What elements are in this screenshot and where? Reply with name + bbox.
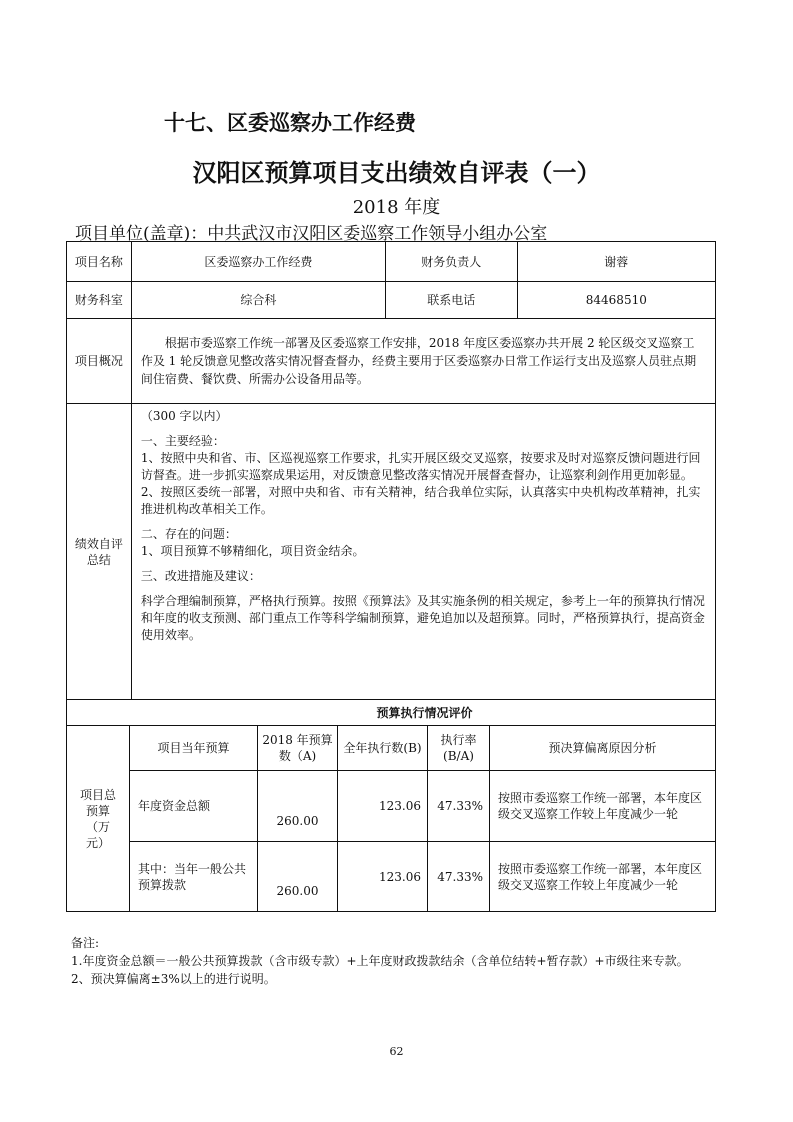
budget-rate: 47.33% [428,771,490,841]
table-row-summary [66,404,716,700]
notes-line-1: 1.年度资金总额＝一般公共预算拨款（含市级专款）+上年度财政拨款结余（含单位结转+暂存款）+市级往来专款。 [71,954,689,968]
budget-reason: 按照市委巡察工作统一部署，本年度区级交叉巡察工作较上年度减少一轮 [498,861,703,892]
budget-header-b: 全年执行数(B) [338,726,428,770]
report-year: 2018 年度 [352,197,441,218]
experience-2: 2、按照区委统一部署，对照中央和省、市有关精神，结合我单位实际，认真落实中央机构改革精神，扎实推进机构改革相关工作。 [140,485,701,516]
main-title: 汉阳区预算项目支出绩效自评表（一） [192,158,601,187]
phone-label: 联系电话 [386,282,518,318]
experience-1: 1、按照中央和省、市、区巡视巡察工作要求，扎实开展区级交叉巡察，按要求及时对巡察反馈问题进行回访督查。进一步抓实巡察成果运用，对反馈意见整改落实情况开展督查督办，让巡察利剑作用更加彰显。 [140,451,701,482]
budget-reason: 按照市委巡察工作统一部署，本年度区级交叉巡察工作较上年度减少一轮 [498,791,703,821]
overview-cell [132,319,715,403]
budget-b: 123.06 [338,771,428,841]
summary-cell [132,404,715,699]
budget-item: 其中：当年一般公共预算拨款 [130,842,258,911]
budget-total-label: 项目总预算（万元） [67,726,130,911]
budget-header-reason: 预决算偏离原因分析 [548,741,657,755]
overview-text-wrap [135,328,712,394]
finance-dept-value: 综合科 [132,282,386,318]
budget-a: 260.00 [258,771,338,841]
table-row-overview [66,319,716,404]
finance-head-value: 谢蓉 [604,254,629,269]
experience-title: 一、主要经验： [140,434,225,448]
summary-text-wrap [135,404,712,650]
budget-b: 123.06 [338,842,428,911]
overview-label: 项目概况 [67,319,132,403]
problems-title: 二、存在的问题： [140,527,237,541]
budget-header-rate: 执行率(B/A) [428,726,490,770]
summary-label: 绩效自评总结 [67,404,132,699]
budget-header-a: 2018 年预算数（A) [258,726,338,770]
finance-head-label: 财务负责人 [386,242,518,281]
table-row-project-name [66,241,716,282]
finance-dept-label: 财务科室 [67,282,132,318]
section-title: 十七、区委巡察办工作经费 [164,110,416,135]
budget-header-row [130,726,715,771]
notes [71,934,721,988]
notes-line-2: 2、预决算偏离±3%以上的进行说明。 [71,972,276,986]
measures-text: 科学合理编制预算，严格执行预算。按照《预算法》及其实施条例的相关规定，参考上一年的预算执行情况和年度的收支预测、部门重点工作等科学编制预算，避免追加以及超预算。同时，严格预算执行，提高资金使用效率。 [140,594,705,642]
budget-item: 年度资金总额 [130,771,258,841]
evaluation-table [66,241,716,912]
budget-header-item: 项目当年预算 [130,726,258,770]
budget-section-title: 预算执行情况评价 [376,705,473,720]
table-row-finance-dept [66,282,716,319]
budget-grid [130,726,715,911]
budget-a: 260.00 [258,842,338,911]
phone-value: 84468510 [585,293,647,307]
budget-rate: 47.33% [428,842,490,911]
notes-title: 备注: [71,936,100,950]
summary-limit: （300 字以内） [140,409,228,423]
table-row-budget-header [66,700,716,726]
project-unit-line: 项目单位(盖章)：中共武汉市汉阳区委巡察工作领导小组办公室 [75,224,548,244]
budget-block [66,726,716,912]
table-row [130,771,715,842]
problems-1: 1、项目预算不够精细化，项目资金结余。 [140,544,365,558]
overview-text: 根据市委巡察工作统一部署及区委巡察工作安排，2018 年度区委巡察办共开展 2 轮区级交叉巡察工作及 1 轮反馈意见整改落实情况督查督办，经费主要用于区委巡察办日常工作运行支出及巡察人员驻点期间住宿费、餐饮费、所需办公设备用品等。 [140,336,697,386]
page-number: 62 [389,1045,404,1058]
table-row [130,842,715,911]
measures-title: 三、改进措施及建议： [140,569,261,583]
project-name-label: 项目名称 [67,242,132,281]
project-name-value: 区委巡察办工作经费 [132,242,386,281]
